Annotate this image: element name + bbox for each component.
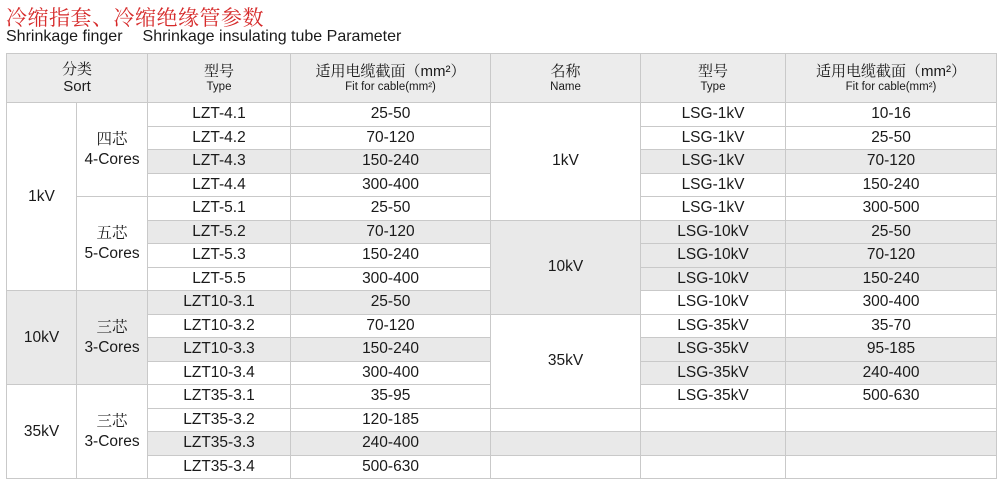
subtitle-tube: Shrinkage insulating tube Parameter xyxy=(142,28,402,45)
finger-fit: 70-120 xyxy=(291,220,491,244)
finger-type: LZT35-3.2 xyxy=(148,408,291,432)
finger-fit: 500-630 xyxy=(291,455,491,479)
header-sort: 分类 Sort xyxy=(7,54,148,103)
tube-fit: 95-185 xyxy=(786,338,997,362)
finger-fit: 300-400 xyxy=(291,267,491,291)
finger-fit: 25-50 xyxy=(291,197,491,221)
header-name: 名称 Name xyxy=(491,54,641,103)
tube-type: LSG-35kV xyxy=(641,385,786,409)
finger-type: LZT35-3.3 xyxy=(148,432,291,456)
finger-fit: 300-400 xyxy=(291,361,491,385)
tube-fit: 150-240 xyxy=(786,267,997,291)
empty-cell xyxy=(491,455,641,479)
finger-type: LZT-5.3 xyxy=(148,244,291,268)
empty-cell xyxy=(491,408,641,432)
tube-type: LSG-1kV xyxy=(641,150,786,174)
tube-fit: 10-16 xyxy=(786,103,997,127)
empty-cell xyxy=(641,408,786,432)
tube-type: LSG-1kV xyxy=(641,126,786,150)
tube-type: LSG-10kV xyxy=(641,244,786,268)
finger-fit: 35-95 xyxy=(291,385,491,409)
table-row xyxy=(7,314,997,338)
finger-type: LZT-5.5 xyxy=(148,267,291,291)
page-title: 冷缩指套、冷缩绝缘管参数 xyxy=(6,6,264,30)
sort-1kv: 1kV xyxy=(7,103,77,291)
finger-fit: 150-240 xyxy=(291,150,491,174)
tube-name-1kv: 1kV xyxy=(491,103,641,221)
finger-type: LZT10-3.1 xyxy=(148,291,291,315)
finger-type: LZT-5.2 xyxy=(148,220,291,244)
empty-cell xyxy=(641,455,786,479)
finger-fit: 120-185 xyxy=(291,408,491,432)
subtitle-finger: Shrinkage finger xyxy=(6,28,123,45)
sort-35kv: 35kV xyxy=(7,385,77,479)
tube-fit: 70-120 xyxy=(786,244,997,268)
finger-type: LZT-4.1 xyxy=(148,103,291,127)
tube-fit: 35-70 xyxy=(786,314,997,338)
table-row xyxy=(7,408,997,432)
empty-cell xyxy=(786,455,997,479)
finger-fit: 25-50 xyxy=(291,291,491,315)
tube-type: LSG-35kV xyxy=(641,338,786,362)
empty-cell xyxy=(786,432,997,456)
table-row xyxy=(7,432,997,456)
finger-type: LZT10-3.2 xyxy=(148,314,291,338)
page-subtitle xyxy=(6,28,401,46)
tube-fit: 25-50 xyxy=(786,126,997,150)
finger-fit: 150-240 xyxy=(291,338,491,362)
empty-cell xyxy=(641,432,786,456)
cores-5: 五芯 5-Cores xyxy=(77,197,148,291)
parameter-table xyxy=(6,53,997,479)
finger-fit: 25-50 xyxy=(291,103,491,127)
header-fit2: 适用电缆截面（mm²） Fit for cable(mm²) xyxy=(786,54,997,103)
empty-cell xyxy=(491,432,641,456)
finger-fit: 300-400 xyxy=(291,173,491,197)
table-row xyxy=(7,220,997,244)
tube-fit: 300-400 xyxy=(786,291,997,315)
finger-type: LZT35-3.1 xyxy=(148,385,291,409)
finger-fit: 70-120 xyxy=(291,314,491,338)
finger-fit: 70-120 xyxy=(291,126,491,150)
header-fit: 适用电缆截面（mm²） Fit for cable(mm²) xyxy=(291,54,491,103)
table-row xyxy=(7,103,997,127)
finger-fit: 150-240 xyxy=(291,244,491,268)
tube-type: LSG-10kV xyxy=(641,291,786,315)
tube-fit: 500-630 xyxy=(786,385,997,409)
header-type2: 型号 Type xyxy=(641,54,786,103)
tube-name-10kv: 10kV xyxy=(491,220,641,314)
tube-fit: 300-500 xyxy=(786,197,997,221)
tube-type: LSG-1kV xyxy=(641,173,786,197)
tube-type: LSG-10kV xyxy=(641,267,786,291)
finger-type: LZT-5.1 xyxy=(148,197,291,221)
tube-type: LSG-35kV xyxy=(641,314,786,338)
tube-fit: 25-50 xyxy=(786,220,997,244)
cores-3-35kv: 三芯 3-Cores xyxy=(77,385,148,479)
tube-fit: 150-240 xyxy=(786,173,997,197)
header-row xyxy=(7,54,997,103)
finger-type: LZT35-3.4 xyxy=(148,455,291,479)
empty-cell xyxy=(786,408,997,432)
finger-fit: 240-400 xyxy=(291,432,491,456)
tube-name-35kv: 35kV xyxy=(491,314,641,408)
tube-type: LSG-10kV xyxy=(641,220,786,244)
table-row xyxy=(7,455,997,479)
header-type: 型号 Type xyxy=(148,54,291,103)
finger-type: LZT10-3.4 xyxy=(148,361,291,385)
finger-type: LZT-4.2 xyxy=(148,126,291,150)
finger-type: LZT10-3.3 xyxy=(148,338,291,362)
finger-type: LZT-4.4 xyxy=(148,173,291,197)
tube-fit: 70-120 xyxy=(786,150,997,174)
tube-type: LSG-1kV xyxy=(641,197,786,221)
tube-type: LSG-1kV xyxy=(641,103,786,127)
tube-type: LSG-35kV xyxy=(641,361,786,385)
sort-10kv: 10kV xyxy=(7,291,77,385)
tube-fit: 240-400 xyxy=(786,361,997,385)
cores-3-10kv: 三芯 3-Cores xyxy=(77,291,148,385)
cores-4: 四芯 4-Cores xyxy=(77,103,148,197)
finger-type: LZT-4.3 xyxy=(148,150,291,174)
